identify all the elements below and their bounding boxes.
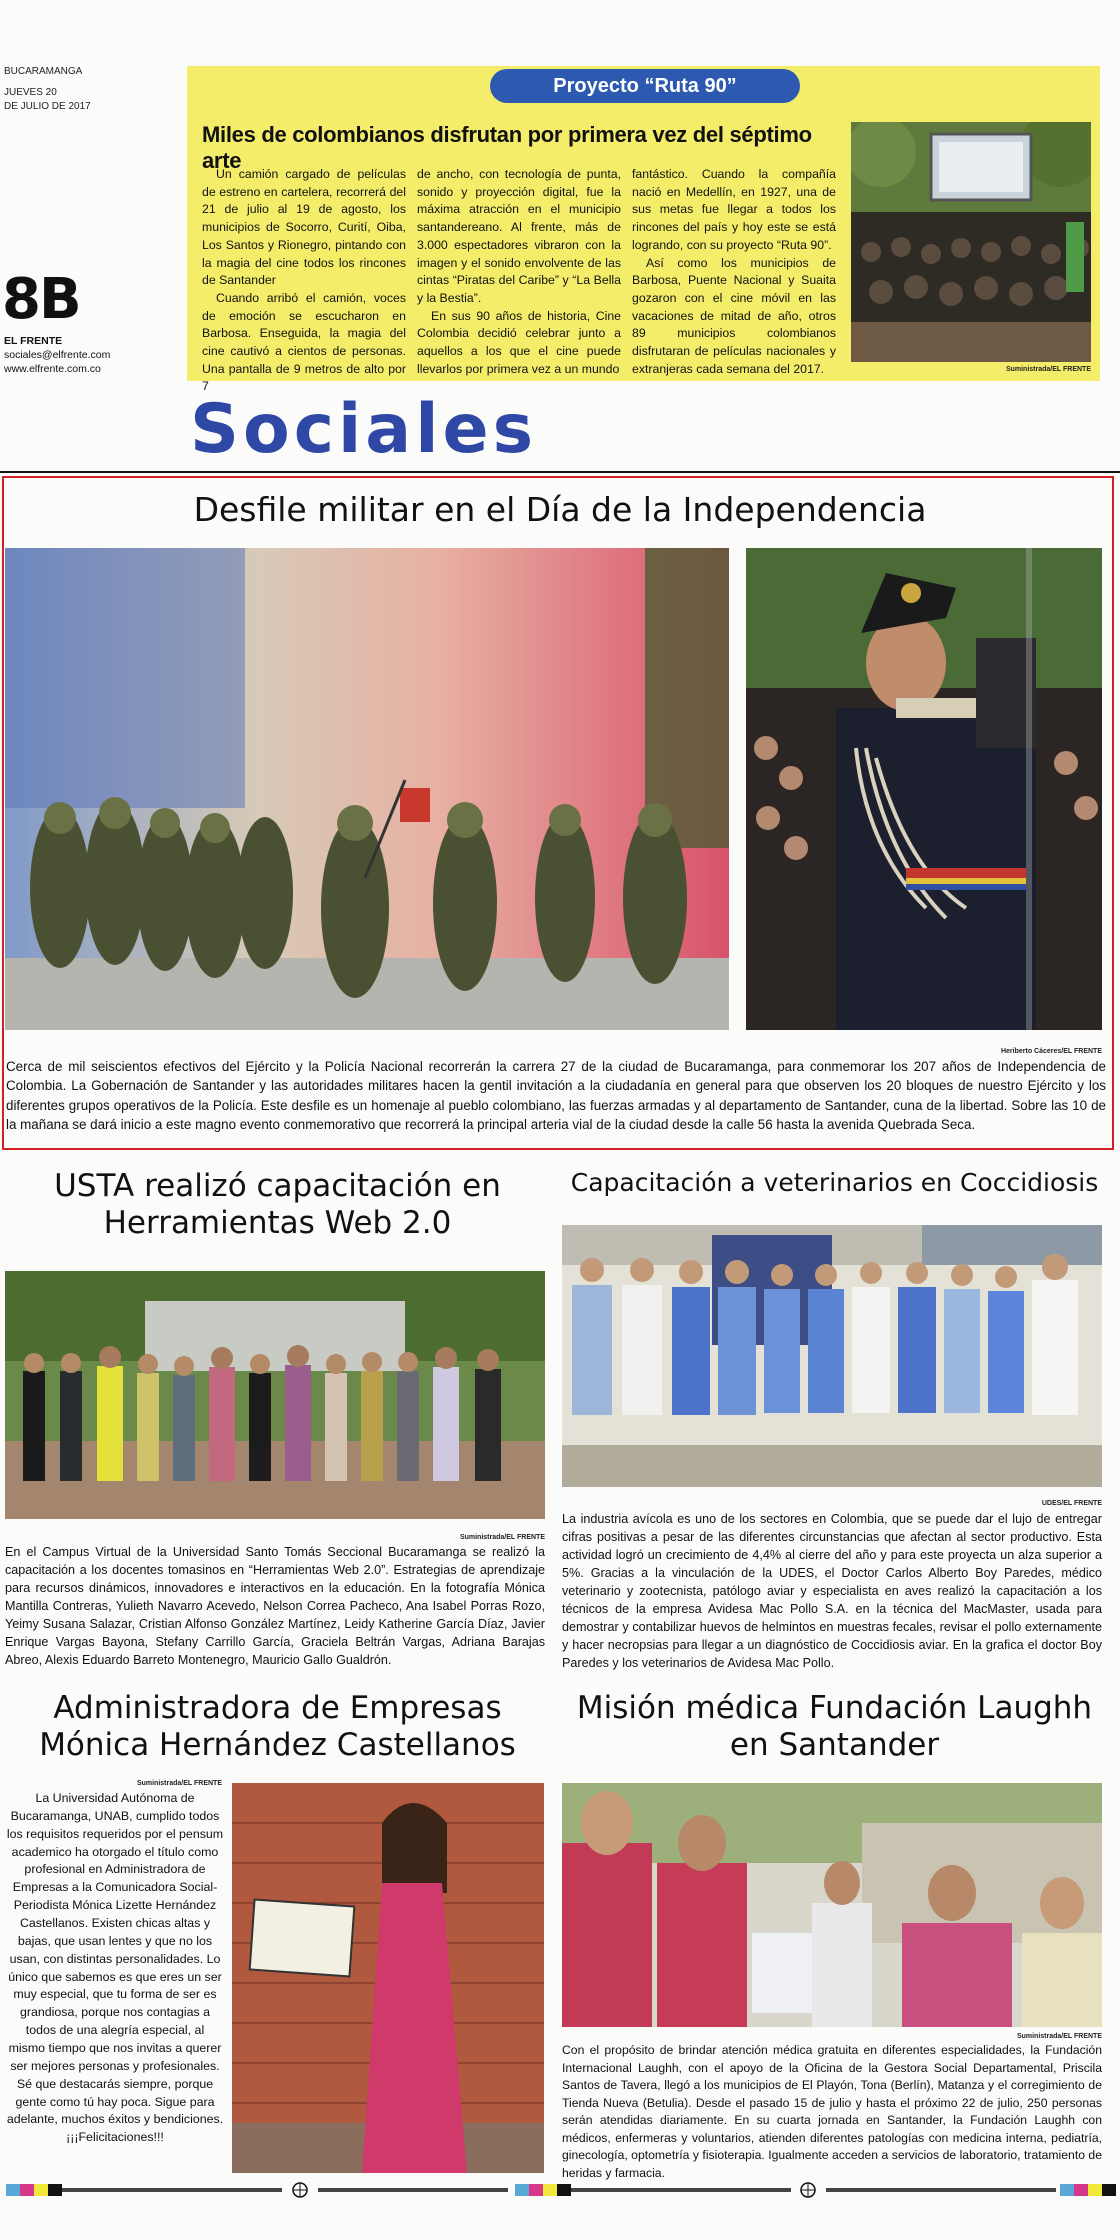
mision-headline: Misión médica Fundación Laughh en Santander bbox=[576, 1690, 1093, 1764]
masthead-paper: EL FRENTE bbox=[4, 335, 63, 347]
ruta90-col3 bbox=[632, 166, 836, 378]
ruta90-cinema-photo bbox=[851, 122, 1091, 362]
mision-medical-photo bbox=[562, 1783, 1102, 2027]
ruta90-col1-p1: Un camión cargado de películas de estreno en cartelera, recorrerá del 21 de julio al 19 de agosto, los municipios de Socorro, Curití, Oiba, Los Santos y Rionegro, pintando con la magia del cine todos los rincones de Santander bbox=[202, 167, 406, 288]
usta-body: En el Campus Virtual de la Universidad Santo Tomás Seccional Bucaramanga se realizó la capacitación a los docentes tomasinos en “Herramientas Web 2.0”. Estrategias de aprendizaje para recursos dinámicos, innovadores e interactivos en la educación. En la fotografía Mónica Mantilla Contreras, Yulieth Navarro Acevedo, Nelson Correa Pacheco, Ana Isabel Porras Rozo, Yeimy Susana Salazar, Cristian Alfonso González Martínez, Leidy Katherine García Díaz, Javier Enrique Vargas Bayona, Stefany Carrillo García, Graciela Beltrán Vargas, Adriana Barajas Abreo, Alexis Eduardo Barreto Montenegro, Mauricio Gallo Gualdrón. bbox=[5, 1545, 545, 1667]
desfile-officer-photo bbox=[746, 548, 1102, 1030]
usta-headline: USTA realizó capacitación en Herramientas Web 2.0 bbox=[54, 1168, 501, 1242]
masthead-city: BUCARAMANGA bbox=[4, 66, 83, 77]
masthead-day: JUEVES 20 bbox=[4, 86, 57, 98]
page-number: 8B bbox=[2, 267, 80, 332]
ruta90-col2 bbox=[417, 166, 621, 378]
ruta90-box bbox=[187, 66, 1100, 394]
desfile-soldiers-photo bbox=[5, 548, 729, 1030]
usta-group-photo bbox=[5, 1271, 545, 1519]
administradora-credit: Suministrada/EL FRENTE bbox=[136, 1780, 222, 1787]
ruta90-credit: Suministrada/EL FRENTE bbox=[1005, 366, 1091, 373]
ruta90-col2-p1: de ancho, con tecnología de punta, sonido y proyección digital, fue la máxima atracción en el municipio santandereano. Al frente, más de 3.000 espectadores vibraron con la imagen y el sonido envolvente de las cintas “Piratas del Caribe” y “La Bella y la Bestia”. bbox=[417, 167, 621, 305]
ruta90-headline: Miles de colombianos disfrutan por primera vez del séptimo arte bbox=[202, 122, 812, 173]
ruta90-col3-p1: fantástico. Cuando la compañía nació en Medellín, en 1927, una de sus metas fue llegar a todos los rincones del país y hoy este se está logrando, con su proyecto “Ruta 90”. bbox=[632, 167, 836, 252]
desfile-credit: Heriberto Cáceres/EL FRENTE bbox=[1000, 1048, 1102, 1055]
veterinarios-credit: UDES/EL FRENTE bbox=[1041, 1500, 1102, 1507]
ruta90-col3-p2: Así como los municipios de Barbosa, Puente Nacional y Suaita gozaron con el cine móvil en las vacaciones de mitad de año, otros 89 municipios colombianos disfrutaran de películas nacionales y extranjeras cada semana del 2017. bbox=[632, 255, 836, 376]
administradora-graduate-photo bbox=[232, 1783, 544, 2173]
masthead-date: DE JULIO DE 2017 bbox=[4, 101, 91, 112]
mision-body: Con el propósito de brindar atención médica gratuita en diferentes especialidades, la Fundación Internacional Laughh, con el apoyo de la Oficina de la Gestora Social Departamental, Priscila Santos de Tavera, llegó a los municipios de El Playón, Tona (Berlín), Matanza y el corregimiento de Tienda Nueva (Betulia). Desde el pasado 15 de julio y hasta el próximo 22 de julio, 250 personas serán atendidas diariamente. En su cuarta jornada en Santander, la Fundación Laughh con médicos, enfermeras y voluntarios, atienden diferentes patologías con medicina interna, pediatría, ginecología, optometría y fisioterapia. Igualmente acceden a servicios de laboratorio, tratamiento de heridas y farmacia. bbox=[562, 2043, 1102, 2180]
color-registration-strip bbox=[0, 2180, 1120, 2200]
administradora-headline: Administradora de Empresas Mónica Hernández Castellanos bbox=[39, 1690, 516, 1764]
ruta90-col1 bbox=[202, 166, 406, 396]
veterinarios-body: La industria avícola es uno de los sectores en Colombia, que se puede dar el lujo de entregar cifras positivas a pesar de las diferentes circunstancias que afectan al sector productivo. Esta actividad logró un crecimiento de 4,4% al cierre del año y para este proyecta un alza superior a 5%. Gracias a la vinculación de la UDES, el Doctor Carlos Alberto Boy Paredes, médico veterinario y zootecnista, patólogo aviar y especialista en aves realizó la capacitación a los técnicos de la empresa Avidesa Mac Pollo S.A. en la técnica del MacMaster, usada para demostrar y contabilizar huevos de helmintos en muestras fecales, revisar el pollo externamente y hacer necropsias para llegar a un diagnóstico de Coccidiosis aviar. En la grafica el doctor Boy Paredes y los veterinarios de Avidesa Mac Pollo. bbox=[562, 1512, 1102, 1670]
masthead-contact bbox=[4, 334, 110, 377]
veterinarios-group-photo bbox=[562, 1225, 1102, 1487]
mision-credit: Suministrada/EL FRENTE bbox=[1016, 2033, 1102, 2040]
desfile-headline: Desfile militar en el Día de la Independencia bbox=[193, 490, 927, 529]
ruta90-badge: Proyecto “Ruta 90” bbox=[490, 69, 800, 103]
ruta90-col1-p2: Cuando arribó el camión, voces de emoción se escucharon en Barbosa. Enseguida, la magia del cine cautivó a cientos de personas. Una pantalla de 9 metros de alto por 7 bbox=[202, 290, 406, 394]
administradora-body: La Universidad Autónoma de Bucaramanga, UNAB, cumplido todos los requisitos requeridos por el pensum academico ha otorgado el título como profesional en Administradora de Empresas a la Comunicadora Social-Periodista Mónica Lizette Hernández Castellanos. Existen chicas altas y bajas, que usan lentes y que no los usan, con distintas personalidades. Lo único que sabemos es que eres un ser muy especial, que tu forma de ser es grandiosa, porque nos contagias a todos de una alegría especial, al mismo tiempo que nos invitas a querer ser mejores personas y profesionales. Sé que destacarás siempre, porque gente como tú hay poca. Sigue para adelante, muchos éxitos y bendiciones. ¡¡¡Felicitaciones!!! bbox=[6, 1791, 224, 2145]
usta-credit: Suministrada/EL FRENTE bbox=[459, 1534, 545, 1541]
desfile-body: Cerca de mil seiscientos efectivos del Ejército y la Policía Nacional recorrerán la carrera 27 de la ciudad de Bucaramanga, para conmemorar los 207 años de Independencia de Colombia. La Gobernación de Santander y las autoridades militares hacen la gentil invitación a la ciudadanía en general para que observen los 20 bloques de nuestro Ejército y los diferentes grupos operativos de la Policía. Este desfile es un homenaje al pueblo colombiano, las fuerzas armadas y al departamento de Santander, cuna de la libertad. Sobre las 10 de la mañana se dará inicio a este magno evento conmemorativo que recorrerá la principal arteria vial de la ciudad desde la calle 56 hasta la avenida Quebrada Seca. bbox=[6, 1059, 1106, 1132]
masthead-web: www.elfrente.com.co bbox=[4, 363, 101, 376]
ruta90-col2-p2: En sus 90 años de historia, Cine Colombia decidió celebrar junto a aquellos a los que el cine puede llevarlos por primera vez a un mundo bbox=[417, 308, 621, 376]
masthead-email: sociales@elfrente.com bbox=[4, 349, 111, 362]
section-title: Sociales bbox=[190, 390, 538, 469]
section-rule bbox=[0, 471, 1120, 473]
veterinarios-headline: Capacitación a veterinarios en Coccidiosis bbox=[570, 1168, 1099, 1197]
masthead-dateline bbox=[4, 65, 154, 115]
